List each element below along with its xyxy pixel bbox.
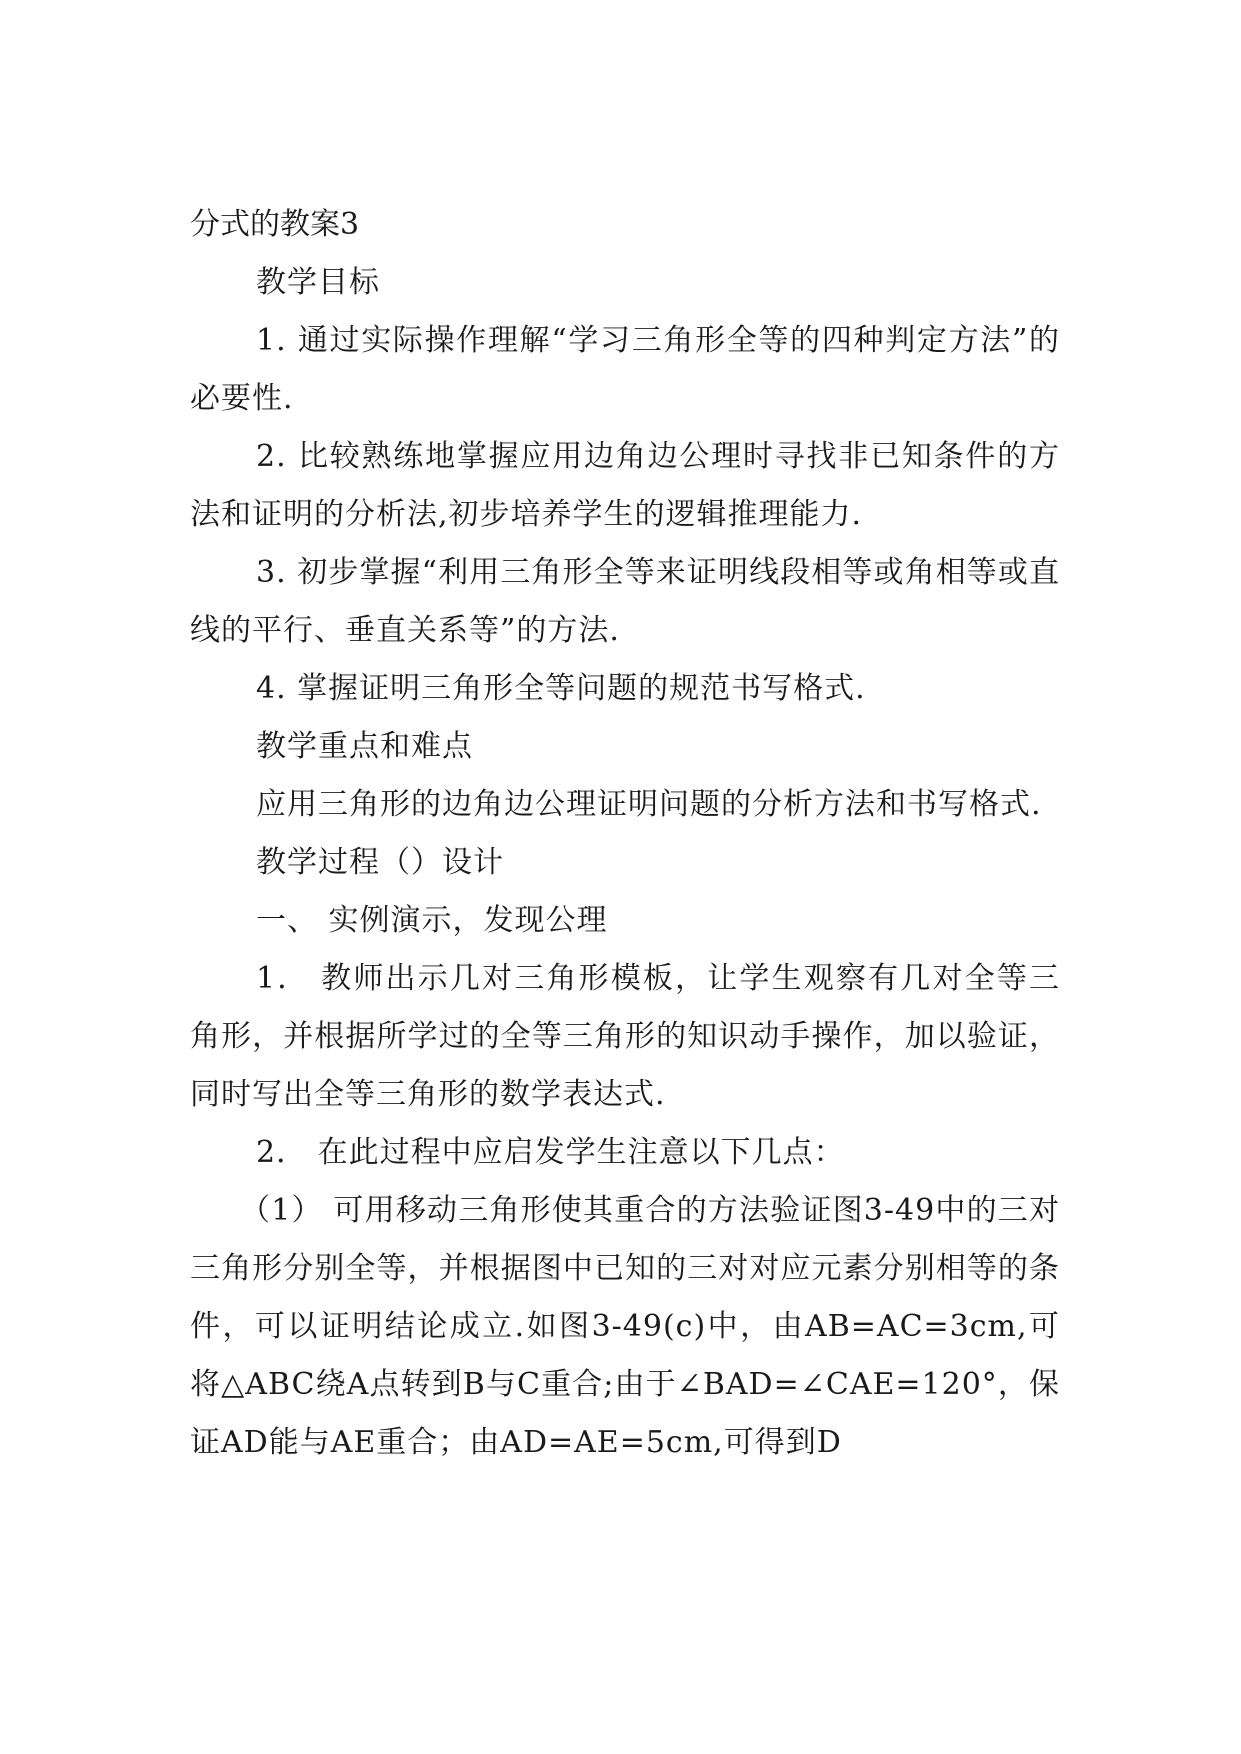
document-title: 分式的教案3 <box>190 207 360 242</box>
key-points-text: 应用三角形的边角边公理证明问题的分析方法和书写格式. <box>256 787 1042 822</box>
document-page <box>190 196 1060 1472</box>
process-step-1: 1． 教师出示几对三角形模板，让学生观察有几对全等三角形，并根据所学过的全等三角形的知识动手操作，加以验证，同时写出全等三角形的数学表达式. <box>190 961 1060 1112</box>
objective-1: 1. 通过实际操作理解“学习三角形全等的四种判定方法”的必要性. <box>190 323 1060 416</box>
process-step-2: 2． 在此过程中应启发学生注意以下几点： <box>256 1135 845 1170</box>
objective-2: 2. 比较熟练地掌握应用边角边公理时寻找非已知条件的方法和证明的分析法,初步培养学生的逻辑推理能力. <box>190 439 1060 532</box>
process-step-2-1: （1） 可用移动三角形使其重合的方法验证图3-49中的三对三角形分别全等，并根据图中已知的三对对应元素分别相等的条件，可以证明结论成立.如图3-49(c)中，由AB=AC=3cm,可将△ABC绕A点转到B与C重合;由于∠BAD=∠CAE=120°，保证AD能与AE重合；由AD=AE=5cm,可得到D <box>190 1193 1060 1460</box>
subsection-heading-demo: 一、 实例演示，发现公理 <box>256 903 608 938</box>
objective-4: 4. 掌握证明三角形全等问题的规范书写格式. <box>256 671 866 706</box>
objective-3: 3. 初步掌握“利用三角形全等来证明线段相等或角相等或直线的平行、垂直关系等”的方法. <box>190 555 1060 648</box>
section-heading-key-points: 教学重点和难点 <box>256 729 473 764</box>
section-heading-process: 教学过程（）设计 <box>256 845 504 880</box>
section-heading-objectives: 教学目标 <box>256 265 380 300</box>
